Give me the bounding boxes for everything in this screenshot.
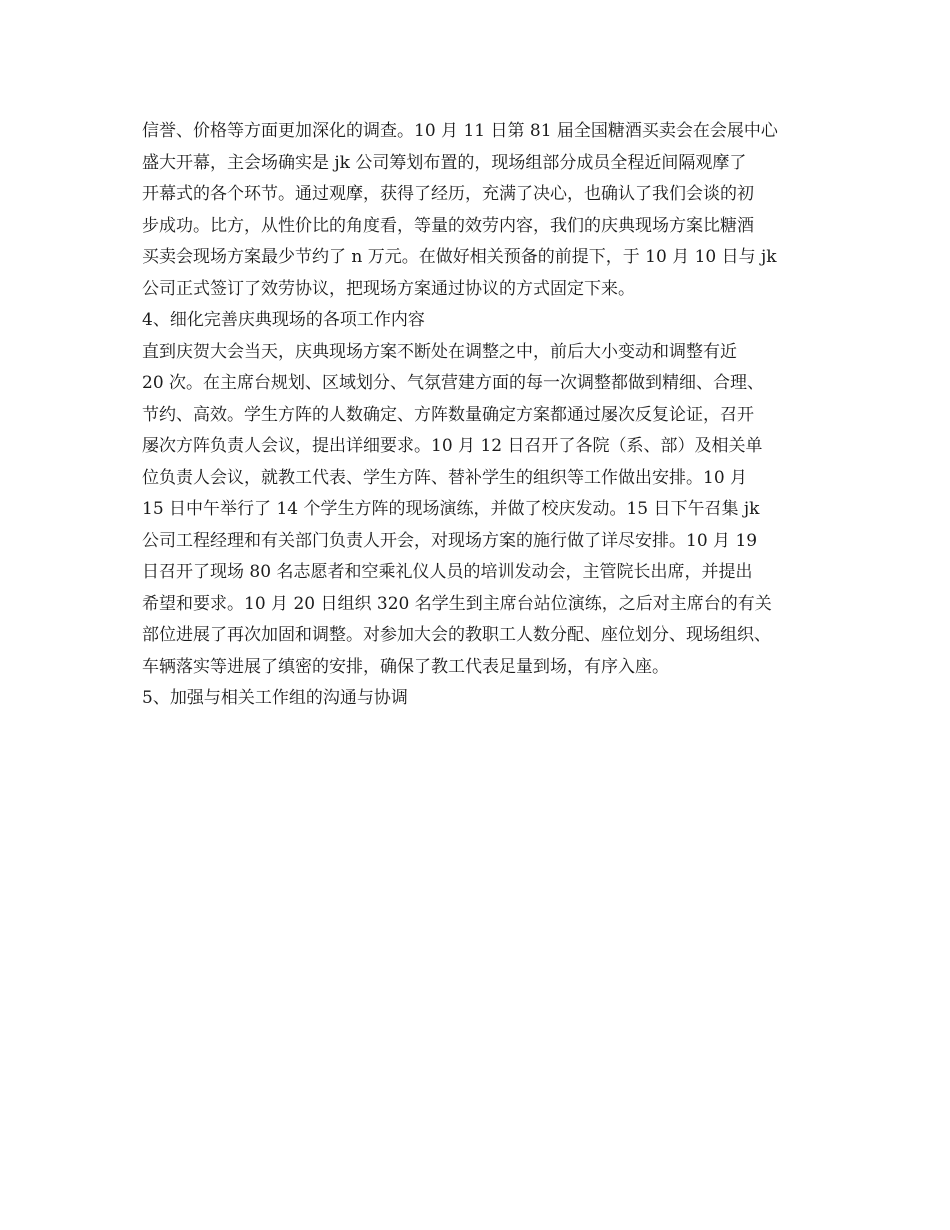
section-heading: 5、加强与相关工作组的沟通与协调 [142,688,408,708]
text-line: 直到庆贺大会当天，庆典现场方案不断处在调整之中，前后大小变动和调整有近 [142,341,737,362]
text-line: 信誉、价格等方面更加深化的调查。10 月 11 日第 81 届全国糖酒买卖会在会展中心 [142,121,778,141]
text-line: 公司工程经理和有关部门负责人开会，对现场方案的施行做了详尽安排。10 月 19 [142,530,758,551]
text-line: 屡次方阵负责人会议，提出详细要求。10 月 12 日召开了各院（系、部）及相关单 [142,436,763,456]
text-line: 15 日中午举行了 14 个学生方阵的现场演练，并做了校庆发动。15 日下午召集 jk [142,499,760,519]
body-text [142,116,812,715]
text-line: 20 次。在主席台规划、区域划分、气氛营建方面的每一次调整都做到精细、合理、 [142,373,765,393]
text-line: 节约、高效。学生方阵的人数确定、方阵数量确定方案都通过屡次反复论证，召开 [142,404,754,425]
text-line: 日召开了现场 80 名志愿者和空乘礼仪人员的培训发动会，主管院长出席，并提出 [142,562,753,582]
text-line: 步成功。比方，从性价比的角度看，等量的效劳内容，我们的庆典现场方案比糖酒 [142,215,754,236]
text-line: 买卖会现场方案最少节约了 n 万元。在做好相关预备的前提下，于 10 月 10 日与 jk [142,247,777,267]
text-line: 位负责人会议，就教工代表、学生方阵、替补学生的组织等工作做出安排。10 月 [142,467,748,488]
text-line: 车辆落实等进展了缜密的安排，确保了教工代表足量到场，有序入座。 [142,656,669,677]
text-line: 部位进展了再次加固和调整。对参加大会的教职工人数分配、座位划分、现场组织、 [142,625,771,645]
text-line: 开幕式的各个环节。通过观摩，获得了经历，充满了决心，也确认了我们会谈的初 [142,184,754,204]
section-heading: 4、细化完善庆典现场的各项工作内容 [142,310,425,330]
text-line: 希望和要求。10 月 20 日组织 320 名学生到主席台站位演练，之后对主席台的有关 [142,593,772,614]
text-line: 公司正式签订了效劳协议，把现场方案通过协议的方式固定下来。 [142,278,635,299]
text-line: 盛大开幕，主会场确实是 jk 公司筹划布置的，现场组部分成员全程近间隔观摩了 [142,152,747,173]
